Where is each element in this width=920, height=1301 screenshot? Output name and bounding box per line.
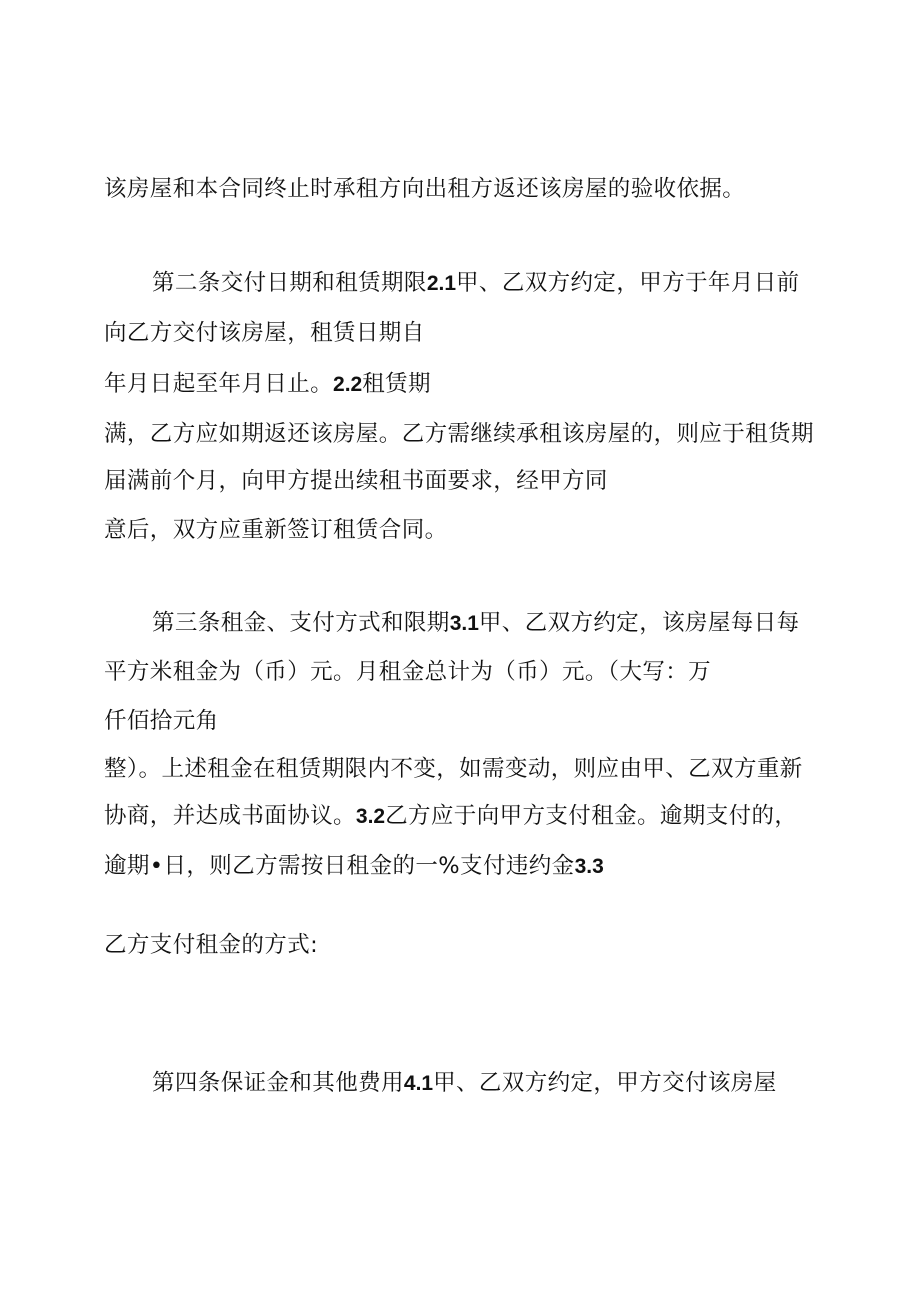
clause-number: 3.2 [355,805,386,828]
text-line-12: 协商，并达成书面协议。3.2乙方应于向甲方支付租金。逾期支付的， [104,803,798,829]
text-line-1: 该房屋和本合同终止时承租方向出租方返还该房屋的验收依据。 [104,176,746,202]
text-line-article-2-heading: 第二条交付日期和租赁期限2.1甲、乙双方约定，甲方于年月日前 [152,270,800,296]
text-line-3: 向乙方交付该房屋，租赁日期自 [104,320,425,346]
text-line-11: 整）。上述租金在租赁期限内不变，如需变动，则应由甲、乙双方重新 [104,756,803,782]
clause-number: 2.1 [426,272,457,295]
text-line-6: 届满前个月，向甲方提出续租书面要求，经甲方同 [104,468,608,494]
text-line-article-3-heading: 第三条租金、支付方式和限期3.1甲、乙双方约定，该房屋每日每 [152,610,800,636]
text-line-5: 满，乙方应如期返还该房屋。乙方需继续承租该房屋的，则应于租货期 [104,421,814,447]
text-line-10: 仟佰拾元角 [104,708,219,734]
text-line-13: 逾期•日，则乙方需按日租金的一%支付违约金3.3 [104,853,604,879]
clause-number: 3.1 [449,612,479,635]
clause-number: 4.1 [403,1072,434,1095]
text-line-article-4-heading: 第四条保证金和其他费用4.1甲、乙双方约定，甲方交付该房屋 [152,1070,777,1096]
clause-number: 2.2 [333,373,363,396]
clause-number: 3.3 [574,855,604,878]
text-line-7: 意后，双方应重新签订租赁合同。 [104,517,448,543]
text-line-4: 年月日起至年月日止。2.2租赁期 [104,371,431,397]
text-line-14: 乙方支付租金的方式: [104,932,319,958]
text-line-9: 平方米租金为（币）元。月租金总计为（币）元。（大写：万 [104,659,712,685]
